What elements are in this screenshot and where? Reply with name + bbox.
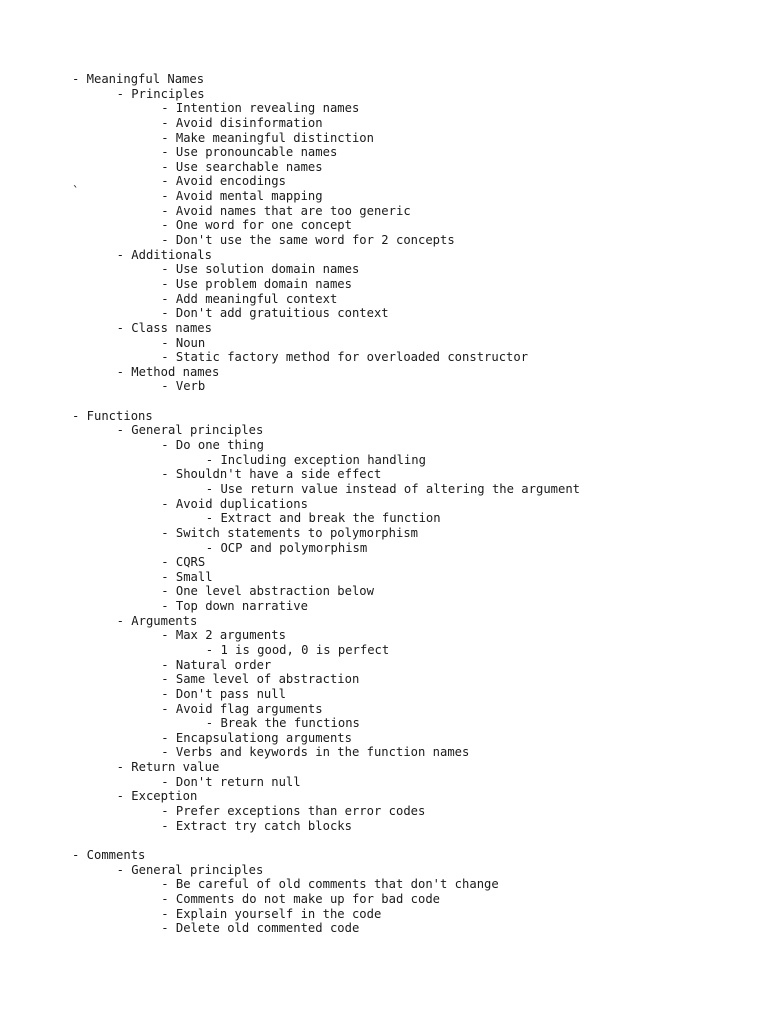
outline-item-level-3: - OCP and polymorphism <box>205 540 368 555</box>
outline-item-level-0: - Comments <box>72 847 146 862</box>
outline-item-level-3: - Extract and break the function <box>205 511 441 526</box>
outline-item-level-2: - One level abstraction below <box>161 584 374 599</box>
outline-item-level-2: - Static factory method for overloaded constructor <box>161 350 529 365</box>
outline-item-level-2: - Avoid duplications <box>161 496 308 511</box>
outline-item-level-1: - Return value <box>116 760 220 775</box>
outline-document <box>72 72 580 936</box>
outline-item-level-2: - Comments do not make up for bad code <box>161 891 441 906</box>
outline-item-level-2: - Verb <box>161 379 206 394</box>
outline-item-level-3: - 1 is good, 0 is perfect <box>205 642 390 657</box>
outline-item-level-2: - Intention revealing names <box>161 101 360 116</box>
outline-item-level-0: - Meaningful Names <box>72 72 205 86</box>
outline-item-level-2: - Don't add gratuitious context <box>161 306 389 321</box>
stray-backtick-mark: ` <box>72 184 80 198</box>
outline-item-level-1: - Arguments <box>116 613 198 628</box>
outline-item-level-2: - Extract try catch blocks <box>161 818 352 833</box>
outline-item-level-2: - Top down narrative <box>161 599 308 614</box>
outline-item-level-2: - Avoid disinformation <box>161 115 323 130</box>
outline-item-level-0: - Functions <box>72 408 153 423</box>
outline-item-level-2: - Shouldn't have a side effect <box>161 467 382 482</box>
outline-item-level-1: - Exception <box>116 789 198 804</box>
outline-item-level-2: - Same level of abstraction <box>161 672 360 687</box>
outline-item-level-2: - Small <box>161 569 213 584</box>
outline-item-level-2: - Verbs and keywords in the function names <box>161 745 470 760</box>
outline-item-level-2: - Add meaningful context <box>161 291 338 306</box>
outline-item-level-2: - Avoid flag arguments <box>161 701 323 716</box>
outline-item-level-2: - Don't return null <box>161 774 301 789</box>
outline-item-level-2: - CQRS <box>161 555 206 570</box>
blank-line <box>72 833 580 848</box>
outline-item-level-2: - Use problem domain names <box>161 276 352 291</box>
outline-item-level-1: - General principles <box>116 423 264 438</box>
outline-item-level-1: - Method names <box>116 364 220 379</box>
outline-item-level-3: - Use return value instead of altering the argument <box>205 481 581 496</box>
outline-item-level-2: - Avoid names that are too generic <box>161 203 411 218</box>
outline-item-level-2: - Use pronouncable names <box>161 145 338 160</box>
outline-item-level-2: - Avoid mental mapping <box>161 189 323 204</box>
outline-item-level-2: - Be careful of old comments that don't change <box>161 877 499 892</box>
outline-item-level-2: - One word for one concept <box>161 218 352 233</box>
outline-item-level-2: - Use searchable names <box>161 159 323 174</box>
outline-item-level-2: - Prefer exceptions than error codes <box>161 804 426 819</box>
outline-item-level-3: - Including exception handling <box>205 452 426 467</box>
blank-line <box>72 394 580 409</box>
outline-item-level-2: - Max 2 arguments <box>161 628 286 643</box>
outline-item-level-1: - General principles <box>116 862 264 877</box>
outline-item-level-2: - Do one thing <box>161 438 264 453</box>
outline-item-level-2: - Noun <box>161 335 206 350</box>
outline-item-level-2: - Use solution domain names <box>161 262 360 277</box>
outline-item-level-2: - Natural order <box>161 657 272 672</box>
outline-item-level-1: - Class names <box>116 320 212 335</box>
outline-item-level-2: - Switch statements to polymorphism <box>161 525 418 540</box>
outline-item-level-2: - Delete old commented code <box>161 921 360 936</box>
outline-item-level-2: - Make meaningful distinction <box>161 130 374 145</box>
outline-item-level-2: - Avoid encodings <box>161 174 286 189</box>
outline-item-level-2: - Don't pass null <box>161 686 286 701</box>
outline-item-level-2: - Explain yourself in the code <box>161 906 382 921</box>
outline-item-level-3: - Break the functions <box>205 716 360 731</box>
outline-item-level-2: - Don't use the same word for 2 concepts <box>161 233 455 248</box>
outline-item-level-1: - Additionals <box>116 247 212 262</box>
outline-item-level-2: - Encapsulationg arguments <box>161 730 352 745</box>
outline-item-level-1: - Principles <box>116 86 205 101</box>
